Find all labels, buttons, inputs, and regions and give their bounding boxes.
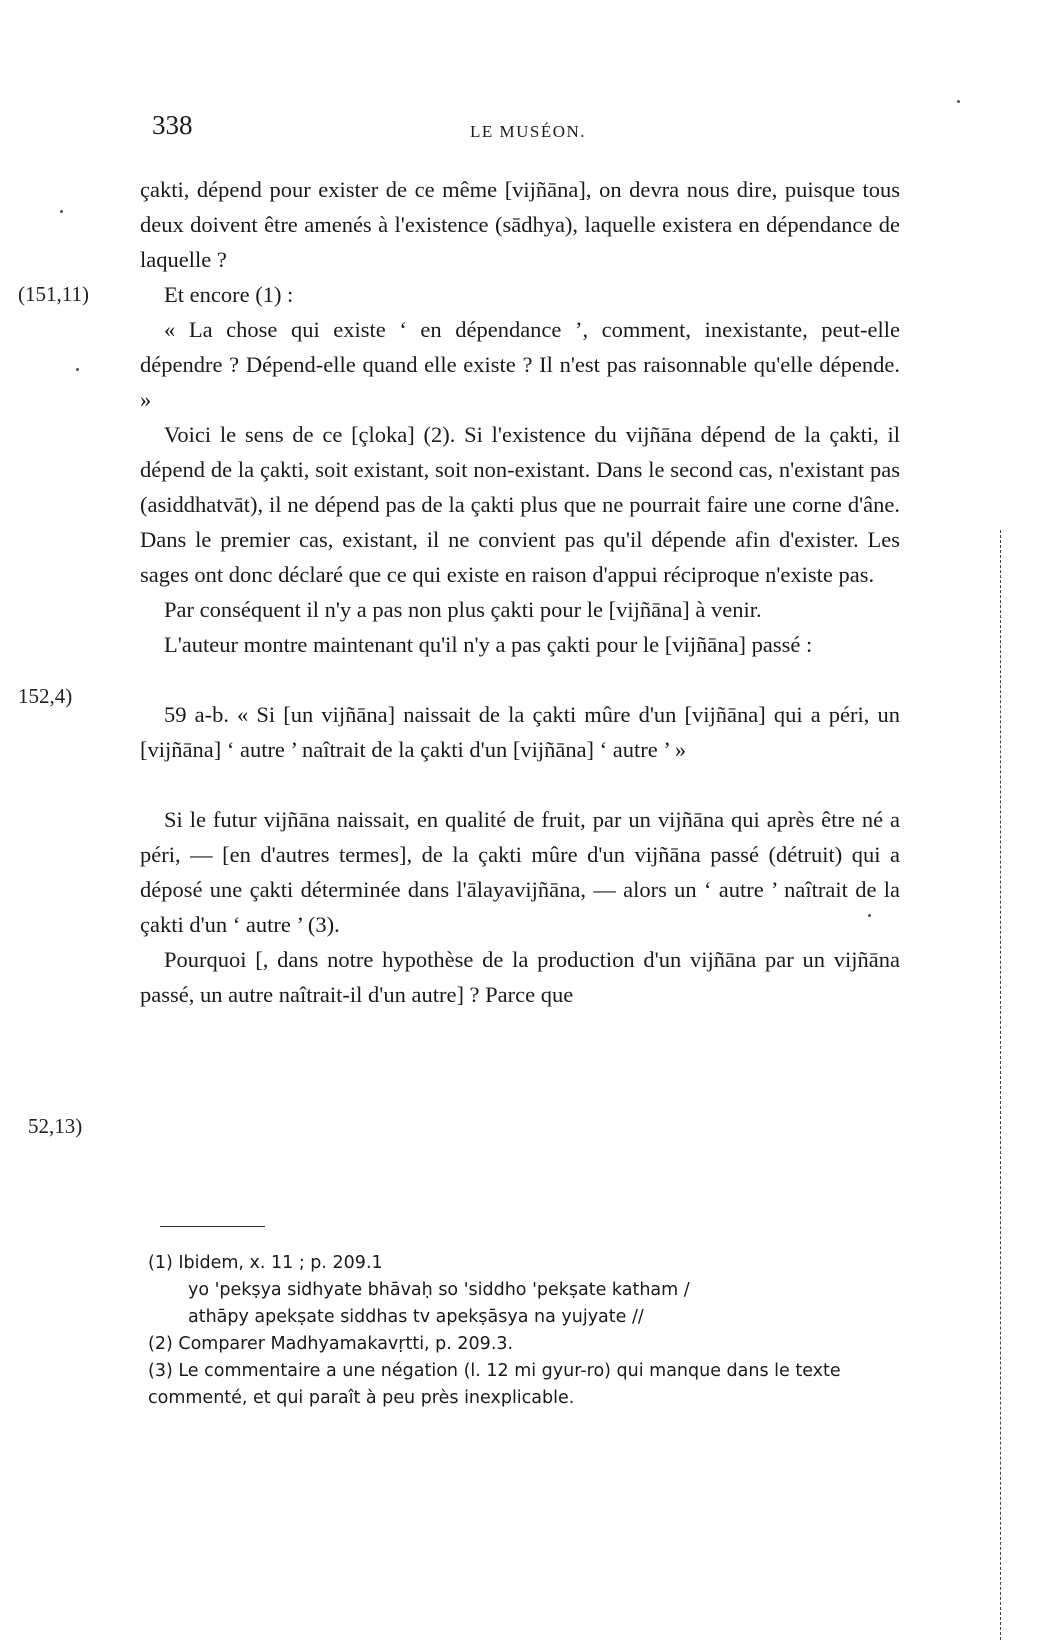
paragraph: Voici le sens de ce [çloka] (2). Si l'existence du vijñāna dépend de la çakti, il dépend de la çakti, soit existant, soit non-existant. Dans le second cas, n'existant pas (asiddhatvāt), il ne dépend pas de la çakti plus que ne pourrait faire une corne d'âne. Dans le premier cas, existant, il ne convient pas qu'il dépende afin d'exister. Les sages ont donc déclaré que ce qui existe en raison d'appui réciproque n'existe pas. [140, 422, 900, 587]
paragraph: çakti, dépend pour exister de ce même [vijñāna], on devra nous dire, puisque tous deux doivent être amenés à l'existence (sādhya), laquelle existera en dépendance de laquelle ? [140, 177, 900, 272]
page-number: 338 [152, 110, 193, 140]
footnote-rule [160, 1226, 265, 1227]
margin-ref: (151,11) [18, 282, 89, 306]
footnote-sanskrit-line: athāpy apekṣate siddhas tv apekṣāsya na yujyate // [188, 1307, 644, 1327]
scan-speck [60, 210, 63, 213]
page-header [0, 110, 1047, 150]
body-text [140, 172, 900, 1012]
paragraph: L'auteur montre maintenant qu'il n'y a pas çakti pour le [vijñāna] passé : [164, 632, 813, 657]
scan-speck [957, 100, 960, 103]
paragraph: Si le futur vijñāna naissait, en qualité de fruit, par un vijñāna qui après être né a péri, — [en d'autres termes], de la çakti mûre d'un vijñāna passé (détruit) qui a déposé une çakti déterminée dans l'ālayavijñāna, — alors un ‘ autre ’ naîtrait de la çakti d'un ‘ autre ’ (3). [140, 807, 900, 937]
margin-ref: 52,13) [28, 1114, 83, 1138]
spacer [140, 662, 900, 697]
footnote-2: (2) Comparer Madhyamakavṛtti, p. 209.3. [148, 1334, 514, 1354]
footnotes [128, 1250, 898, 1412]
scan-speck [76, 368, 79, 371]
paragraph: Pourquoi [, dans notre hypothèse de la production d'un vijñāna par un vijñāna passé, un autre naîtrait-il d'un autre] ? Parce que [140, 947, 900, 1007]
verse-59ab: 59 a-b. « Si [un vijñāna] naissait de la çakti mûre d'un [vijñāna] qui a péri, un [vijñāna] ‘ autre ’ naîtrait de la çakti d'un [vijñāna] ‘ autre ’ » [140, 702, 900, 762]
footnote-1: (1) Ibidem, x. 11 ; p. 209.1 [148, 1253, 383, 1273]
paragraph: Par conséquent il n'y a pas non plus çakti pour le [vijñāna] à venir. [164, 597, 762, 622]
scan-edge-line [1000, 530, 1001, 1640]
paragraph: Et encore (1) : [164, 282, 294, 307]
margin-ref: 152,4) [18, 684, 73, 708]
scan-speck [868, 914, 871, 917]
footnote-3: (3) Le commentaire a une négation (l. 12 mi gyur-ro) qui manque dans le texte commenté, et qui paraît à peu près inexplicable. [148, 1361, 841, 1408]
running-head: LE MUSÉON. [470, 122, 587, 141]
spacer [140, 767, 900, 802]
quotation: « La chose qui existe ‘ en dépendance ’, comment, inexistante, peut-elle dépendre ? Dépend-elle quand elle existe ? Il n'est pas raisonnable qu'elle dépende. » [140, 317, 900, 412]
footnote-sanskrit-line: yo 'pekṣya sidhyate bhāvaḥ so 'siddho 'pekṣate katham / [188, 1280, 690, 1300]
